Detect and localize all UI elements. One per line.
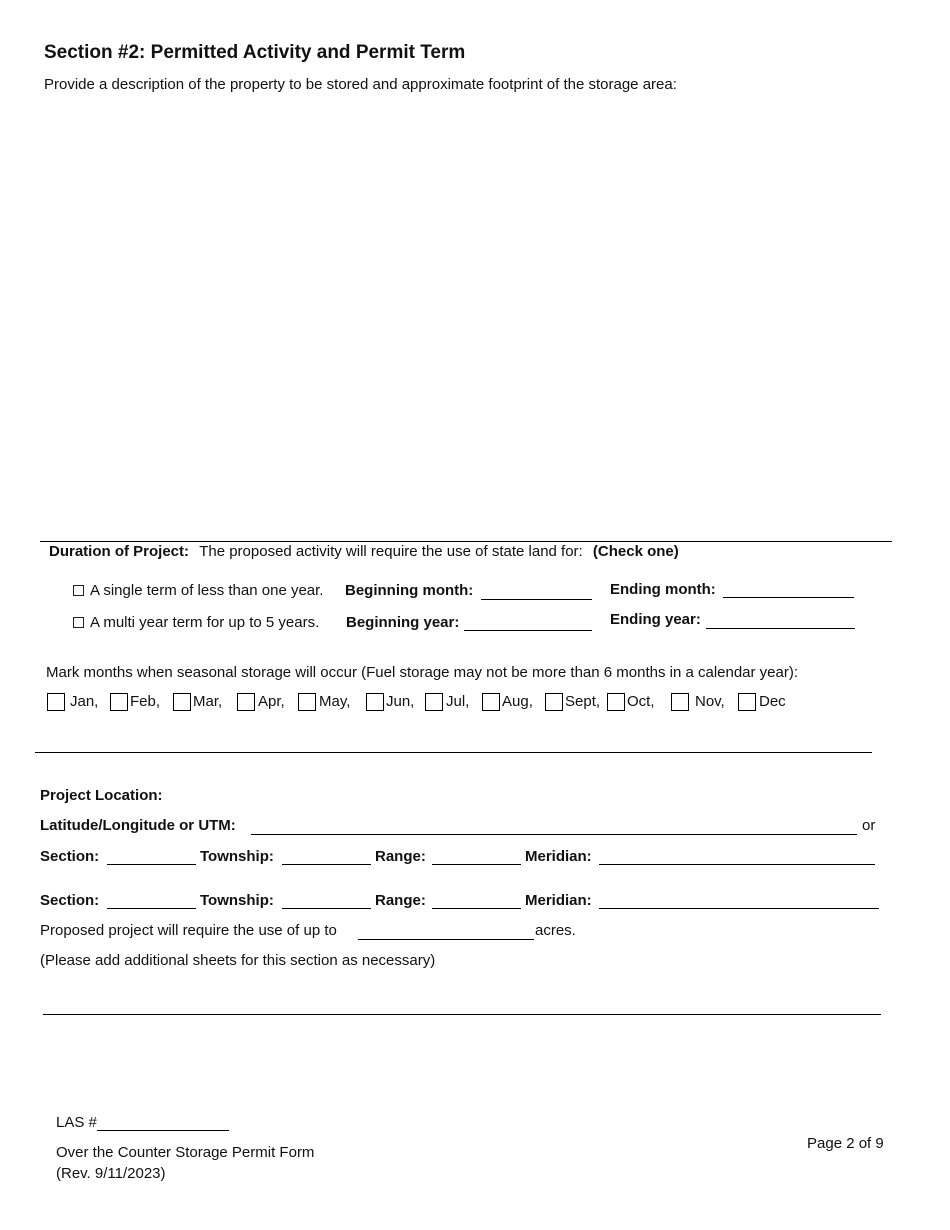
section-field[interactable]	[107, 864, 196, 865]
month-label-oct: Oct,	[627, 693, 655, 710]
month-checkbox-jul[interactable]	[425, 693, 443, 711]
las-number-field[interactable]	[97, 1130, 229, 1131]
meridian-field[interactable]	[599, 864, 875, 865]
multi-term-checkbox[interactable]	[73, 617, 84, 628]
month-label-aug: Aug,	[502, 693, 533, 710]
section-label: Section:	[40, 848, 100, 865]
month-label-jan: Jan,	[70, 693, 99, 710]
location-heading: Project Location:	[40, 787, 163, 804]
acres-suffix: acres.	[535, 922, 576, 939]
month-label-mar: Mar,	[193, 693, 223, 710]
description-textarea[interactable]	[40, 100, 890, 538]
beginning-year-label: Beginning year:	[346, 614, 460, 631]
divider-line	[40, 541, 892, 542]
month-label-feb: Feb,	[130, 693, 161, 710]
meridian-label: Meridian:	[525, 848, 592, 865]
township-label: Township:	[200, 892, 274, 909]
check-one-label: (Check one)	[592, 543, 679, 560]
ending-year-field[interactable]	[706, 628, 855, 629]
range-label: Range:	[375, 892, 426, 909]
latlong-label: Latitude/Longitude or UTM:	[40, 817, 236, 834]
month-checkbox-sept[interactable]	[545, 693, 563, 711]
section-title: Section #2: Permitted Activity and Permit Term	[44, 42, 466, 63]
range-label: Range:	[375, 848, 426, 865]
ending-month-field[interactable]	[723, 597, 854, 598]
month-label-jun: Jun,	[386, 693, 415, 710]
month-label-may: May,	[319, 693, 351, 710]
ending-month-label: Ending month:	[610, 581, 716, 598]
form-revision: (Rev. 9/11/2023)	[56, 1165, 166, 1182]
month-label-sept: Sept,	[565, 693, 601, 710]
las-label: LAS #	[56, 1114, 97, 1131]
acres-field[interactable]	[358, 939, 534, 940]
month-label-jul: Jul,	[446, 693, 470, 710]
beginning-month-field[interactable]	[481, 599, 592, 600]
form-name: Over the Counter Storage Permit Form	[56, 1144, 315, 1161]
month-checkbox-jun[interactable]	[366, 693, 384, 711]
month-label-dec: Dec	[759, 693, 786, 710]
description-prompt: Provide a description of the property to be stored and approximate footprint of the storage area:	[44, 76, 677, 93]
month-label-apr: Apr,	[258, 693, 285, 710]
ending-year-label: Ending year:	[610, 611, 701, 628]
month-label-nov: Nov,	[695, 693, 725, 710]
range-field[interactable]	[432, 908, 521, 909]
month-checkbox-nov[interactable]	[671, 693, 689, 711]
month-checkbox-aug[interactable]	[482, 693, 500, 711]
township-field[interactable]	[282, 908, 371, 909]
section-field[interactable]	[107, 908, 196, 909]
divider-line	[43, 1014, 881, 1015]
or-label: or	[862, 817, 876, 834]
page-number: Page 2 of 9	[807, 1135, 884, 1152]
month-checkbox-may[interactable]	[298, 693, 316, 711]
meridian-label: Meridian:	[525, 892, 592, 909]
range-field[interactable]	[432, 864, 521, 865]
duration-row	[49, 543, 679, 560]
month-checkbox-dec[interactable]	[738, 693, 756, 711]
month-checkbox-apr[interactable]	[237, 693, 255, 711]
section-label: Section:	[40, 892, 100, 909]
divider-line	[35, 752, 872, 753]
beginning-month-label: Beginning month:	[345, 582, 474, 599]
option-single[interactable]	[73, 582, 323, 599]
single-term-checkbox[interactable]	[73, 585, 84, 596]
option-multi[interactable]	[73, 614, 319, 631]
latlong-field[interactable]	[251, 834, 857, 835]
month-checkbox-jan[interactable]	[47, 693, 65, 711]
month-checkbox-oct[interactable]	[607, 693, 625, 711]
beginning-year-field[interactable]	[464, 630, 592, 631]
multi-term-label: A multi year term for up to 5 years.	[90, 614, 320, 631]
meridian-field[interactable]	[599, 908, 879, 909]
month-checkbox-mar[interactable]	[173, 693, 191, 711]
duration-text: The proposed activity will require the use of state land for:	[199, 543, 583, 560]
township-field[interactable]	[282, 864, 371, 865]
single-term-label: A single term of less than one year.	[90, 582, 324, 599]
month-checkbox-feb[interactable]	[110, 693, 128, 711]
duration-label: Duration of Project:	[49, 543, 190, 560]
additional-sheets-note: (Please add additional sheets for this section as necessary)	[40, 952, 436, 969]
acres-prefix: Proposed project will require the use of up to	[40, 922, 337, 939]
seasonal-prompt: Mark months when seasonal storage will occur (Fuel storage may not be more than 6 months in a calendar year):	[46, 664, 799, 681]
township-label: Township:	[200, 848, 274, 865]
